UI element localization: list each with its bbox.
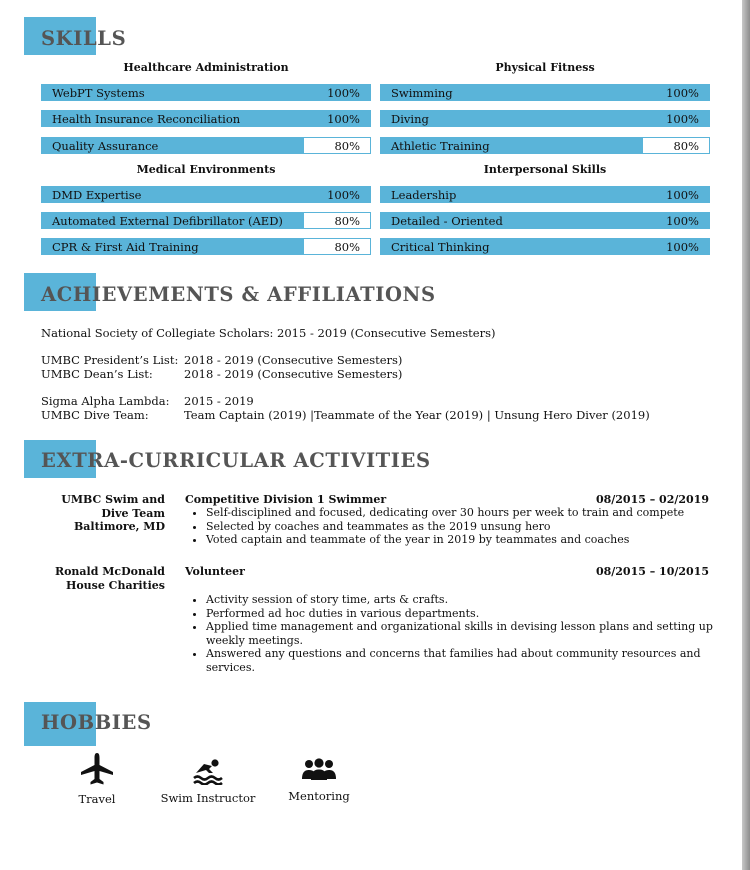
- skill-bar: WebPT Systems 100%: [41, 84, 371, 101]
- airplane-icon: [79, 752, 115, 786]
- skills-title: SKILLS: [41, 27, 127, 50]
- skill-bar: Critical Thinking 100%: [380, 238, 710, 255]
- skill-group-medical: Medical Environments: [136, 163, 276, 176]
- swimmer-icon: [191, 757, 225, 785]
- skill-bar: Leadership 100%: [380, 186, 710, 203]
- skill-group-fitness: Physical Fitness: [495, 61, 595, 74]
- activity-bullets: [191, 593, 726, 674]
- achievement-label: UMBC President’s List:: [41, 353, 179, 367]
- bullet-item: • Answered any questions and concerns that families had about community resources and services.: [206, 647, 726, 674]
- achievement-value: 2018 - 2019 (Consecutive Semesters): [184, 367, 403, 381]
- bullet-item: • Activity session of story time, arts & crafts.: [206, 593, 726, 607]
- skill-bar: Athletic Training 80%: [380, 137, 710, 154]
- activity-role: Volunteer: [185, 565, 245, 578]
- skill-bar: DMD Expertise 100%: [41, 186, 371, 203]
- activity-dates: 08/2015 – 10/2015: [595, 565, 709, 578]
- bullet-item: • Selected by coaches and teammates as the 2019 unsung hero: [206, 520, 726, 534]
- bullet-item: • Performed ad hoc duties in various departments.: [206, 607, 726, 621]
- bullet-item: • Self-disciplined and focused, dedicating over 30 hours per week to train and compete: [206, 506, 726, 520]
- hobby-travel: [42, 752, 152, 806]
- skill-bar: Automated External Defibrillator (AED) 80%: [41, 212, 371, 229]
- group-icon: [301, 757, 337, 783]
- activities-title: EXTRA-CURRICULAR ACTIVITIES: [41, 449, 431, 472]
- bullet-item: • Voted captain and teammate of the year in 2019 by teammates and coaches: [206, 533, 726, 547]
- hobby-label: Swim Instructor: [160, 791, 256, 805]
- achievement-label: UMBC Dive Team:: [41, 408, 149, 422]
- achievement-label: Sigma Alpha Lambda:: [41, 394, 170, 408]
- skill-bar: Health Insurance Reconciliation 100%: [41, 110, 371, 127]
- activity-dates: 08/2015 – 02/2019: [595, 493, 709, 506]
- achievements-title: ACHIEVEMENTS & AFFILIATIONS: [41, 283, 436, 306]
- achievement-label: UMBC Dean’s List:: [41, 367, 153, 381]
- hobby-label: Travel: [78, 792, 116, 806]
- skill-bar: Diving 100%: [380, 110, 710, 127]
- activity-org: UMBC Swim and Dive Team Baltimore, MD: [61, 493, 165, 533]
- hobby-swim-instructor: [153, 757, 263, 805]
- skill-bar: CPR & First Aid Training 80%: [41, 238, 371, 255]
- activity-org: Ronald McDonald House Charities: [54, 565, 165, 592]
- achievement-value: 2015 - 2019: [184, 394, 254, 408]
- skill-bar: Swimming 100%: [380, 84, 710, 101]
- hobby-mentoring: [264, 757, 374, 803]
- page-shadow: [742, 0, 750, 870]
- skill-bar: Quality Assurance 80%: [41, 137, 371, 154]
- achievement-value: Team Captain (2019) |Teammate of the Year (2019) | Unsung Hero Diver (2019): [184, 408, 650, 422]
- skill-group-interpersonal: Interpersonal Skills: [483, 163, 607, 176]
- achievement-value: 2018 - 2019 (Consecutive Semesters): [184, 353, 403, 367]
- activity-bullets: [191, 506, 726, 547]
- nscs-line: National Society of Collegiate Scholars: 2015 - 2019 (Consecutive Semesters): [41, 326, 496, 340]
- bullet-item: • Applied time management and organizational skills in devising lesson plans and setting up weekly meetings.: [206, 620, 726, 647]
- activity-role: Competitive Division 1 Swimmer: [185, 493, 387, 506]
- hobby-label: Mentoring: [288, 789, 350, 803]
- hobbies-title: HOBBIES: [41, 711, 152, 734]
- skill-bar: Detailed - Oriented 100%: [380, 212, 710, 229]
- skill-group-healthcare: Healthcare Administration: [123, 61, 289, 74]
